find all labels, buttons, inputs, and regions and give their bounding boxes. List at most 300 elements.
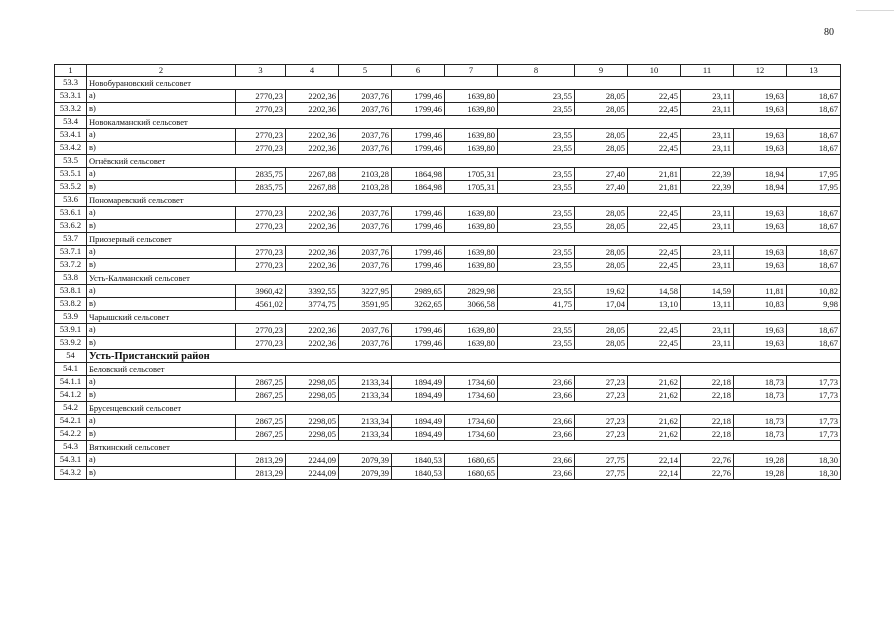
value-cell: 1799,46 <box>392 324 445 337</box>
value-cell: 1680,65 <box>445 454 498 467</box>
row-label: а) <box>87 207 236 220</box>
value-cell: 2037,76 <box>339 324 392 337</box>
section-heading-row <box>55 77 841 90</box>
value-cell: 2770,23 <box>236 220 286 233</box>
table-row <box>55 415 841 428</box>
value-cell: 28,05 <box>575 207 628 220</box>
value-cell: 1799,46 <box>392 259 445 272</box>
value-cell: 27,75 <box>575 467 628 480</box>
value-cell: 21,81 <box>628 181 681 194</box>
column-header: 9 <box>575 65 628 77</box>
value-cell: 1639,80 <box>445 246 498 259</box>
row-number: 53.8.2 <box>55 298 87 311</box>
value-cell: 19,63 <box>734 142 787 155</box>
value-cell: 1799,46 <box>392 337 445 350</box>
value-cell: 23,55 <box>498 181 575 194</box>
value-cell: 23,11 <box>681 324 734 337</box>
value-cell: 23,55 <box>498 142 575 155</box>
row-label: в) <box>87 220 236 233</box>
section-heading-row <box>55 311 841 324</box>
row-number: 54.3.2 <box>55 467 87 480</box>
value-cell: 2989,65 <box>392 285 445 298</box>
table-row <box>55 103 841 116</box>
value-cell: 28,05 <box>575 142 628 155</box>
value-cell: 22,14 <box>628 467 681 480</box>
value-cell: 23,11 <box>681 220 734 233</box>
row-label: а) <box>87 90 236 103</box>
value-cell: 3591,95 <box>339 298 392 311</box>
value-cell: 2298,05 <box>286 389 339 402</box>
value-cell: 22,18 <box>681 389 734 402</box>
row-number: 53.6.2 <box>55 220 87 233</box>
row-number: 53.5.1 <box>55 168 87 181</box>
section-heading-row <box>55 272 841 285</box>
row-label: а) <box>87 454 236 467</box>
value-cell: 2202,36 <box>286 207 339 220</box>
value-cell: 23,66 <box>498 454 575 467</box>
column-header: 13 <box>787 65 841 77</box>
value-cell: 2244,09 <box>286 454 339 467</box>
value-cell: 22,45 <box>628 337 681 350</box>
page-number: 80 <box>824 27 834 38</box>
row-label: в) <box>87 103 236 116</box>
column-header: 8 <box>498 65 575 77</box>
value-cell: 1840,53 <box>392 454 445 467</box>
value-cell: 17,95 <box>787 168 841 181</box>
value-cell: 18,67 <box>787 129 841 142</box>
value-cell: 1840,53 <box>392 467 445 480</box>
table-row <box>55 376 841 389</box>
value-cell: 3774,75 <box>286 298 339 311</box>
value-cell: 2202,36 <box>286 142 339 155</box>
row-number: 54.1.2 <box>55 389 87 402</box>
value-cell: 3262,65 <box>392 298 445 311</box>
value-cell: 2770,23 <box>236 246 286 259</box>
section-heading-row <box>55 441 841 454</box>
table-row <box>55 285 841 298</box>
value-cell: 18,30 <box>787 467 841 480</box>
value-cell: 22,18 <box>681 415 734 428</box>
value-cell: 19,63 <box>734 103 787 116</box>
value-cell: 1639,80 <box>445 103 498 116</box>
value-cell: 19,63 <box>734 246 787 259</box>
value-cell: 23,66 <box>498 415 575 428</box>
value-cell: 23,11 <box>681 246 734 259</box>
value-cell: 3392,55 <box>286 285 339 298</box>
value-cell: 23,55 <box>498 337 575 350</box>
row-number: 54.3.1 <box>55 454 87 467</box>
value-cell: 1734,60 <box>445 376 498 389</box>
value-cell: 2770,23 <box>236 129 286 142</box>
value-cell: 2037,76 <box>339 207 392 220</box>
section-heading-row <box>55 363 841 376</box>
value-cell: 22,39 <box>681 168 734 181</box>
value-cell: 2829,98 <box>445 285 498 298</box>
value-cell: 28,05 <box>575 259 628 272</box>
value-cell: 28,05 <box>575 337 628 350</box>
row-number: 54.2.1 <box>55 415 87 428</box>
column-header: 7 <box>445 65 498 77</box>
value-cell: 21,62 <box>628 428 681 441</box>
section-number: 54.1 <box>55 363 87 376</box>
value-cell: 2103,28 <box>339 168 392 181</box>
column-header: 11 <box>681 65 734 77</box>
value-cell: 1799,46 <box>392 246 445 259</box>
value-cell: 27,23 <box>575 389 628 402</box>
value-cell: 19,63 <box>734 220 787 233</box>
value-cell: 28,05 <box>575 246 628 259</box>
section-heading-row <box>55 116 841 129</box>
row-label: а) <box>87 324 236 337</box>
value-cell: 11,81 <box>734 285 787 298</box>
section-heading-row <box>55 155 841 168</box>
value-cell: 3066,58 <box>445 298 498 311</box>
value-cell: 18,67 <box>787 103 841 116</box>
section-number: 54.2 <box>55 402 87 415</box>
value-cell: 2037,76 <box>339 259 392 272</box>
value-cell: 2770,23 <box>236 142 286 155</box>
value-cell: 22,76 <box>681 454 734 467</box>
value-cell: 2813,29 <box>236 467 286 480</box>
value-cell: 2037,76 <box>339 129 392 142</box>
row-number: 53.7.2 <box>55 259 87 272</box>
section-number: 53.8 <box>55 272 87 285</box>
table-row <box>55 428 841 441</box>
table-row <box>55 337 841 350</box>
value-cell: 1639,80 <box>445 324 498 337</box>
section-number: 54 <box>55 350 87 363</box>
value-cell: 22,18 <box>681 428 734 441</box>
value-cell: 18,94 <box>734 181 787 194</box>
section-name: Брусенцевский сельсовет <box>87 402 841 415</box>
value-cell: 18,73 <box>734 415 787 428</box>
value-cell: 1894,49 <box>392 428 445 441</box>
value-cell: 17,04 <box>575 298 628 311</box>
value-cell: 2298,05 <box>286 376 339 389</box>
value-cell: 13,11 <box>681 298 734 311</box>
value-cell: 27,40 <box>575 181 628 194</box>
value-cell: 1639,80 <box>445 142 498 155</box>
value-cell: 23,11 <box>681 129 734 142</box>
row-label: а) <box>87 415 236 428</box>
value-cell: 1894,49 <box>392 389 445 402</box>
row-label: а) <box>87 246 236 259</box>
row-label: в) <box>87 298 236 311</box>
value-cell: 18,67 <box>787 207 841 220</box>
section-name: Новокалманский сельсовет <box>87 116 841 129</box>
value-cell: 2202,36 <box>286 90 339 103</box>
value-cell: 2770,23 <box>236 103 286 116</box>
value-cell: 18,67 <box>787 337 841 350</box>
table-row <box>55 207 841 220</box>
value-cell: 2813,29 <box>236 454 286 467</box>
value-cell: 23,11 <box>681 90 734 103</box>
value-cell: 27,75 <box>575 454 628 467</box>
table-row <box>55 259 841 272</box>
value-cell: 4561,02 <box>236 298 286 311</box>
value-cell: 2202,36 <box>286 324 339 337</box>
value-cell: 23,11 <box>681 103 734 116</box>
value-cell: 23,55 <box>498 90 575 103</box>
value-cell: 2202,36 <box>286 246 339 259</box>
value-cell: 13,10 <box>628 298 681 311</box>
value-cell: 22,18 <box>681 376 734 389</box>
value-cell: 1734,60 <box>445 428 498 441</box>
scan-edge-line <box>856 10 894 11</box>
value-cell: 2202,36 <box>286 259 339 272</box>
value-cell: 18,73 <box>734 428 787 441</box>
value-cell: 22,45 <box>628 142 681 155</box>
value-cell: 14,58 <box>628 285 681 298</box>
value-cell: 22,45 <box>628 259 681 272</box>
column-header: 4 <box>286 65 339 77</box>
value-cell: 2202,36 <box>286 129 339 142</box>
table-row <box>55 142 841 155</box>
row-number: 53.8.1 <box>55 285 87 298</box>
column-header: 1 <box>55 65 87 77</box>
row-label: в) <box>87 389 236 402</box>
value-cell: 23,55 <box>498 324 575 337</box>
value-cell: 2835,75 <box>236 168 286 181</box>
value-cell: 2867,25 <box>236 376 286 389</box>
value-cell: 1799,46 <box>392 103 445 116</box>
value-cell: 23,55 <box>498 259 575 272</box>
row-number: 53.9.2 <box>55 337 87 350</box>
value-cell: 23,55 <box>498 220 575 233</box>
tariff-table <box>54 64 841 480</box>
table-body <box>55 65 841 480</box>
value-cell: 19,28 <box>734 454 787 467</box>
value-cell: 17,73 <box>787 376 841 389</box>
value-cell: 2037,76 <box>339 142 392 155</box>
value-cell: 2867,25 <box>236 389 286 402</box>
value-cell: 2133,34 <box>339 389 392 402</box>
value-cell: 1639,80 <box>445 337 498 350</box>
value-cell: 2770,23 <box>236 324 286 337</box>
value-cell: 27,23 <box>575 415 628 428</box>
row-label: в) <box>87 337 236 350</box>
value-cell: 2867,25 <box>236 415 286 428</box>
value-cell: 2298,05 <box>286 428 339 441</box>
value-cell: 22,45 <box>628 220 681 233</box>
table-row <box>55 90 841 103</box>
section-number: 53.6 <box>55 194 87 207</box>
value-cell: 28,05 <box>575 220 628 233</box>
value-cell: 28,05 <box>575 103 628 116</box>
value-cell: 2133,34 <box>339 428 392 441</box>
value-cell: 18,67 <box>787 142 841 155</box>
value-cell: 23,55 <box>498 129 575 142</box>
value-cell: 3227,95 <box>339 285 392 298</box>
value-cell: 22,45 <box>628 324 681 337</box>
value-cell: 1894,49 <box>392 376 445 389</box>
value-cell: 23,55 <box>498 285 575 298</box>
value-cell: 1639,80 <box>445 90 498 103</box>
value-cell: 21,62 <box>628 376 681 389</box>
section-name: Приозерный сельсовет <box>87 233 841 246</box>
value-cell: 18,67 <box>787 90 841 103</box>
value-cell: 2835,75 <box>236 181 286 194</box>
value-cell: 1799,46 <box>392 207 445 220</box>
value-cell: 27,40 <box>575 168 628 181</box>
row-label: а) <box>87 129 236 142</box>
value-cell: 23,55 <box>498 168 575 181</box>
value-cell: 10,82 <box>787 285 841 298</box>
row-number: 53.3.2 <box>55 103 87 116</box>
row-number: 53.4.1 <box>55 129 87 142</box>
section-number: 54.3 <box>55 441 87 454</box>
section-heading-row <box>55 233 841 246</box>
value-cell: 41,75 <box>498 298 575 311</box>
value-cell: 1799,46 <box>392 129 445 142</box>
table-row <box>55 220 841 233</box>
section-number: 53.9 <box>55 311 87 324</box>
table-row <box>55 389 841 402</box>
value-cell: 2770,23 <box>236 337 286 350</box>
value-cell: 21,81 <box>628 168 681 181</box>
value-cell: 2244,09 <box>286 467 339 480</box>
value-cell: 17,95 <box>787 181 841 194</box>
table-row <box>55 467 841 480</box>
row-label: а) <box>87 285 236 298</box>
value-cell: 27,23 <box>575 376 628 389</box>
value-cell: 17,73 <box>787 428 841 441</box>
value-cell: 19,63 <box>734 129 787 142</box>
value-cell: 21,62 <box>628 389 681 402</box>
table-row <box>55 181 841 194</box>
value-cell: 22,76 <box>681 467 734 480</box>
value-cell: 23,55 <box>498 103 575 116</box>
value-cell: 18,94 <box>734 168 787 181</box>
row-number: 54.2.2 <box>55 428 87 441</box>
value-cell: 1639,80 <box>445 220 498 233</box>
value-cell: 17,73 <box>787 389 841 402</box>
value-cell: 17,73 <box>787 415 841 428</box>
district-name: Усть-Пристанский район <box>87 350 841 363</box>
section-number: 53.7 <box>55 233 87 246</box>
value-cell: 28,05 <box>575 90 628 103</box>
value-cell: 23,55 <box>498 246 575 259</box>
table-row <box>55 298 841 311</box>
row-number: 53.6.1 <box>55 207 87 220</box>
value-cell: 22,14 <box>628 454 681 467</box>
table-row <box>55 246 841 259</box>
value-cell: 2037,76 <box>339 246 392 259</box>
value-cell: 2770,23 <box>236 207 286 220</box>
value-cell: 28,05 <box>575 324 628 337</box>
row-number: 54.1.1 <box>55 376 87 389</box>
value-cell: 2079,39 <box>339 454 392 467</box>
column-header: 3 <box>236 65 286 77</box>
row-number: 53.9.1 <box>55 324 87 337</box>
value-cell: 18,73 <box>734 376 787 389</box>
row-number: 53.4.2 <box>55 142 87 155</box>
table-row <box>55 168 841 181</box>
value-cell: 1705,31 <box>445 181 498 194</box>
value-cell: 22,45 <box>628 207 681 220</box>
value-cell: 23,11 <box>681 259 734 272</box>
section-name: Пономаревский сельсовет <box>87 194 841 207</box>
value-cell: 18,67 <box>787 324 841 337</box>
value-cell: 19,63 <box>734 207 787 220</box>
value-cell: 14,59 <box>681 285 734 298</box>
value-cell: 22,45 <box>628 129 681 142</box>
column-header: 5 <box>339 65 392 77</box>
value-cell: 23,55 <box>498 207 575 220</box>
value-cell: 23,11 <box>681 142 734 155</box>
section-name: Огнёвский сельсовет <box>87 155 841 168</box>
value-cell: 19,63 <box>734 337 787 350</box>
table-header-row <box>55 65 841 77</box>
row-label: в) <box>87 181 236 194</box>
section-number: 53.4 <box>55 116 87 129</box>
value-cell: 2037,76 <box>339 90 392 103</box>
value-cell: 2202,36 <box>286 337 339 350</box>
value-cell: 1734,60 <box>445 389 498 402</box>
value-cell: 19,28 <box>734 467 787 480</box>
column-header: 6 <box>392 65 445 77</box>
value-cell: 1680,65 <box>445 467 498 480</box>
value-cell: 9,98 <box>787 298 841 311</box>
row-label: в) <box>87 467 236 480</box>
value-cell: 2770,23 <box>236 90 286 103</box>
section-name: Беловский сельсовет <box>87 363 841 376</box>
value-cell: 19,63 <box>734 324 787 337</box>
value-cell: 18,73 <box>734 389 787 402</box>
row-label: в) <box>87 259 236 272</box>
value-cell: 1799,46 <box>392 90 445 103</box>
value-cell: 2133,34 <box>339 376 392 389</box>
value-cell: 19,62 <box>575 285 628 298</box>
row-number: 53.7.1 <box>55 246 87 259</box>
section-name: Вяткинский сельсовет <box>87 441 841 454</box>
value-cell: 2867,25 <box>236 428 286 441</box>
table-row <box>55 324 841 337</box>
section-name: Новобурановский сельсовет <box>87 77 841 90</box>
section-name: Чарышский сельсовет <box>87 311 841 324</box>
value-cell: 2133,34 <box>339 415 392 428</box>
value-cell: 3960,42 <box>236 285 286 298</box>
value-cell: 2202,36 <box>286 103 339 116</box>
value-cell: 2103,28 <box>339 181 392 194</box>
section-number: 53.5 <box>55 155 87 168</box>
value-cell: 1734,60 <box>445 415 498 428</box>
row-number: 53.5.2 <box>55 181 87 194</box>
value-cell: 10,83 <box>734 298 787 311</box>
value-cell: 19,63 <box>734 90 787 103</box>
value-cell: 18,67 <box>787 220 841 233</box>
value-cell: 2267,88 <box>286 181 339 194</box>
value-cell: 28,05 <box>575 129 628 142</box>
value-cell: 23,11 <box>681 207 734 220</box>
value-cell: 1705,31 <box>445 168 498 181</box>
value-cell: 22,45 <box>628 90 681 103</box>
value-cell: 1639,80 <box>445 129 498 142</box>
value-cell: 1639,80 <box>445 259 498 272</box>
value-cell: 1639,80 <box>445 207 498 220</box>
row-label: а) <box>87 376 236 389</box>
value-cell: 18,30 <box>787 454 841 467</box>
value-cell: 22,39 <box>681 181 734 194</box>
row-label: а) <box>87 168 236 181</box>
value-cell: 27,23 <box>575 428 628 441</box>
value-cell: 1864,98 <box>392 168 445 181</box>
section-number: 53.3 <box>55 77 87 90</box>
value-cell: 2037,76 <box>339 103 392 116</box>
value-cell: 23,66 <box>498 376 575 389</box>
value-cell: 23,66 <box>498 389 575 402</box>
value-cell: 2770,23 <box>236 259 286 272</box>
